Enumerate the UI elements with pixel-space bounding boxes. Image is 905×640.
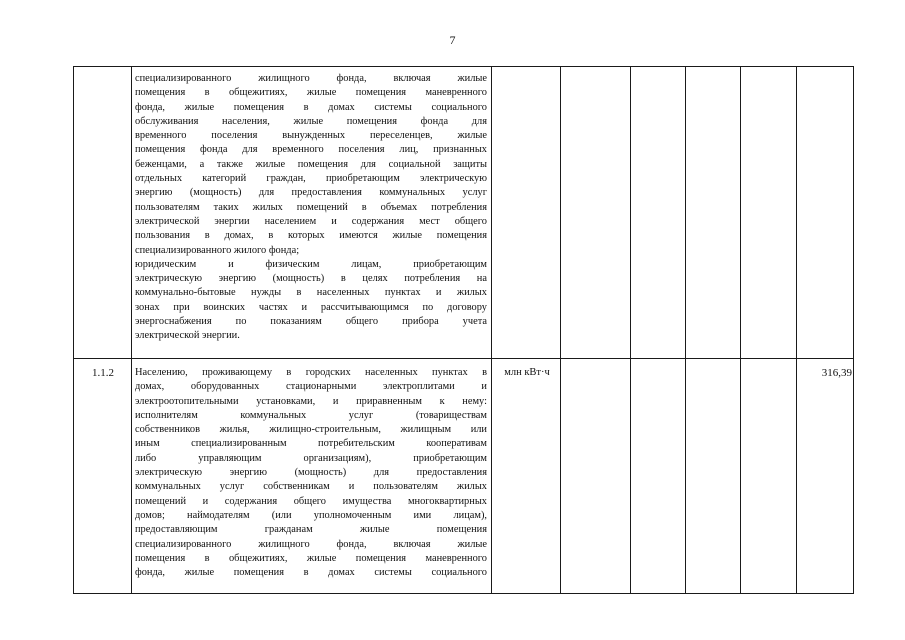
row-1-1-2-text [135,366,487,580]
value-cell: 316,39 [821,367,852,379]
page-number: 7 [449,33,456,47]
text-line: специализированного жилого фонда; [135,244,300,256]
text-line: зонах при воинских частях и рассчитывающимся по договору [135,301,487,313]
tariff-table [73,66,854,594]
text-line: домах, оборудованных стационарными электроплитами и [135,381,487,393]
text-line: пользователям таких жилых помещений в объемах потребления [135,201,487,213]
text-line: электрической энергии. [135,330,240,342]
text-line: электрической энергии населением и содержания мест общего [135,215,487,227]
text-line: домов; наймодателям (или уполномоченным ими лицам), [135,509,487,521]
text-line: собственников жилья, жилищно-строительным, жилищным или [135,424,487,436]
text-line: предоставляющим гражданам жилые помещения [135,524,487,536]
text-line: исполнителям коммунальных услуг (товариществам [135,409,487,421]
unit-cell: млн кВт·ч [504,367,550,378]
text-line: фонда, жилые помещения в домах системы социального [135,101,487,113]
text-line: коммунально-бытовые нужды в населенных пунктах и жилых [135,287,487,299]
text-line: фонда, жилые помещения в домах системы социального [135,567,487,579]
column-divider [491,67,492,593]
text-line: пользования в домах, в которых имеются жилые помещения [135,230,487,242]
text-line: коммунальных услуг собственникам и пользователям жилых [135,481,487,493]
column-divider [740,67,741,593]
text-line: временного поселения вынужденных переселенцев, жилые [135,130,487,142]
column-divider [630,67,631,593]
continuation-row-text [135,72,487,344]
text-line: либо управляющим организациям), приобретающим [135,452,487,464]
text-line: помещения в общежитиях, жилые помещения маневренного [135,87,487,99]
text-line: специализированного жилищного фонда, включая жилые [135,538,487,550]
text-line: отдельных категорий граждан, приобретающим электрическую [135,173,487,185]
text-line: электроотопительными установками, и приравненным к нему: [135,395,487,407]
text-line: юридическим и физическим лицам, приобретающим [135,258,487,270]
text-line: энергию (мощность) для предоставления коммунальных услуг [135,187,487,199]
row-number: 1.1.2 [92,367,114,379]
column-divider [685,67,686,593]
column-divider [796,67,797,593]
text-line: помещений и содержания общего имущества многоквартирных [135,495,487,507]
text-line: обслуживания населения, жилые помещения фонда для [135,115,487,127]
column-divider [131,67,132,593]
text-line: специализированного жилищного фонда, включая жилые [135,73,487,84]
text-line: беженцами, а также жилые помещения для социальной защиты [135,158,487,170]
text-line: Населению, проживающему в городских населенных пунктах в [135,367,487,378]
row-divider [74,358,853,359]
text-line: электрическую энергию (мощность) в целях потребления на [135,273,487,285]
text-line: энергоснабжения по показаниям общего прибора учета [135,316,487,328]
text-line: помещения в общежитиях, жилые помещения маневренного [135,552,487,564]
text-line: иным специализированным потребительским кооперативам [135,438,487,450]
text-line: помещения фонда для временного поселения лиц, признанных [135,144,487,156]
text-line: электрическую энергию (мощность) для предоставления [135,467,487,479]
column-divider [560,67,561,593]
